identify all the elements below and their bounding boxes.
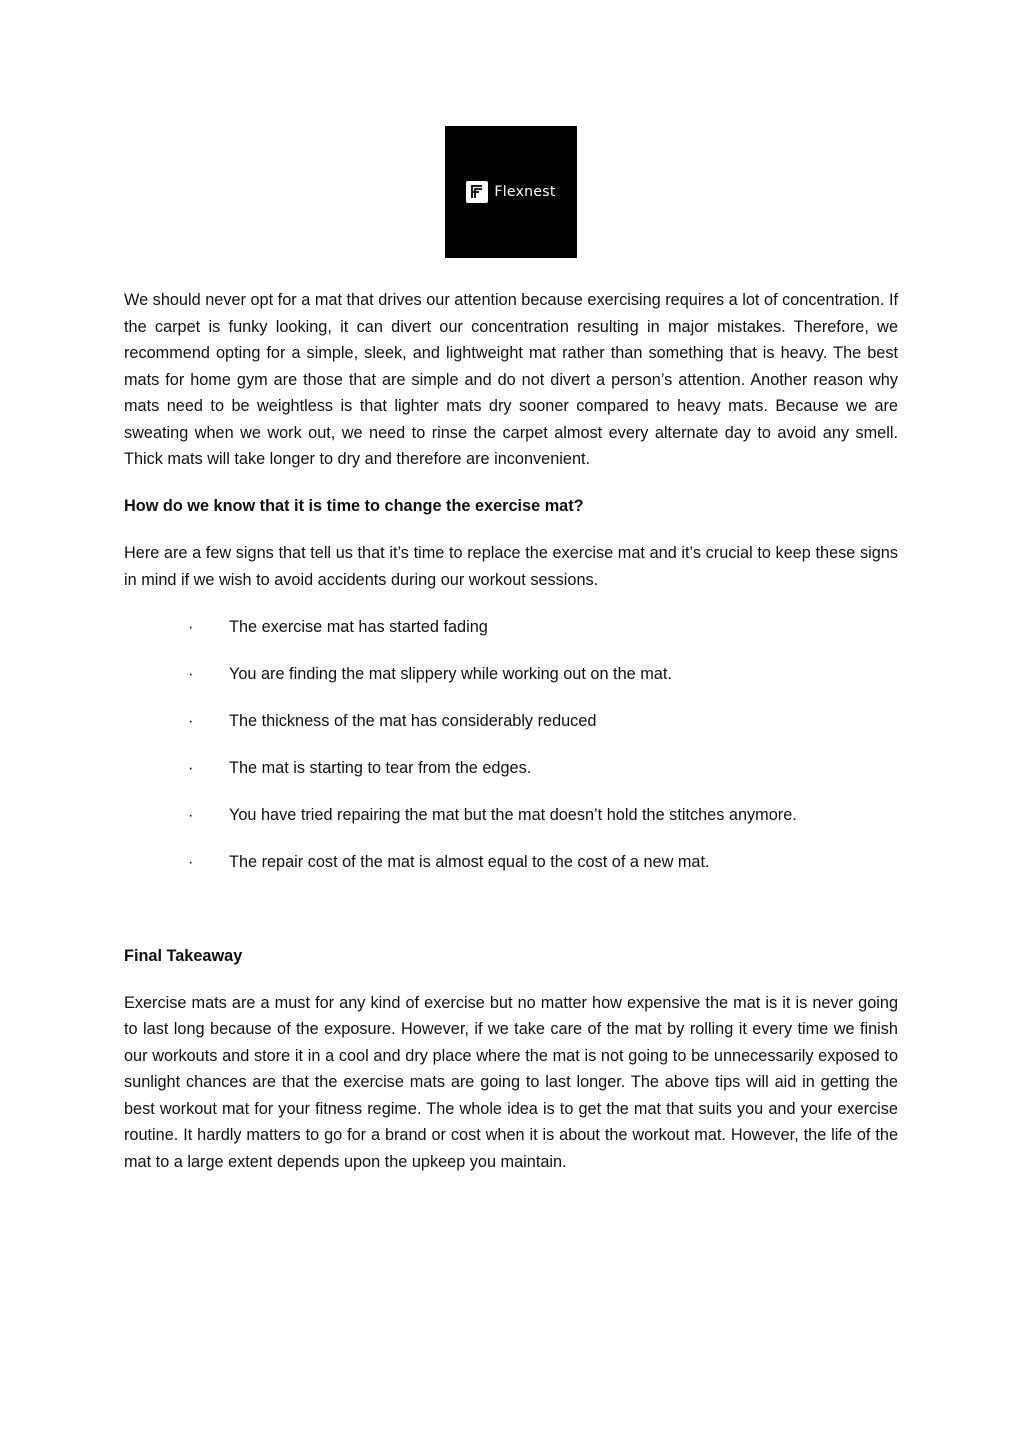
list-item-text: The thickness of the mat has considerably reduced [229, 711, 597, 730]
list-item-text: You have tried repairing the mat but the mat doesn’t hold the stitches anymore. [229, 805, 797, 824]
logo-brand-name: Flexnest [494, 184, 556, 200]
signs-intro-paragraph: Here are a few signs that tell us that it’s time to replace the exercise mat and it’s crucial to keep these signs in mind if we wish to avoid accidents during our workout sessions. [124, 544, 898, 589]
list-item [124, 614, 898, 641]
section-spacer [124, 896, 898, 943]
list-item [124, 802, 898, 829]
bullet-marker: · [188, 758, 194, 777]
signs-list [124, 614, 898, 876]
bullet-marker: · [188, 617, 194, 636]
article-body [124, 287, 898, 1196]
list-item [124, 849, 898, 876]
bullet-marker: · [188, 852, 194, 871]
bullet-marker: · [188, 664, 194, 683]
bullet-marker: · [188, 711, 194, 730]
list-item-text: The exercise mat has started fading [229, 617, 488, 636]
list-item [124, 661, 898, 688]
takeaway-paragraph: Exercise mats are a must for any kind of exercise but no matter how expensive the mat is it is never going to last long because of the exposure. However, if we take care of the mat by rolling it every time we finish our workouts and store it in a cool and dry place where the mat is not going to be unnecessarily exposed to sunlight chances are that the exercise mats are going to last longer. The above tips will aid in getting the best workout mat for your fitness regime. The whole idea is to get the mat that suits you and your exercise routine. It hardly matters to go for a brand or cost when it is about the workout mat. However, the life of the mat to a large extent depends upon the upkeep you maintain. [124, 993, 898, 1171]
list-item [124, 708, 898, 735]
bullet-marker: · [188, 805, 194, 824]
list-item [124, 755, 898, 782]
logo-lockup [466, 181, 555, 203]
list-item-text: The repair cost of the mat is almost equal to the cost of a new mat. [229, 852, 710, 871]
intro-paragraph: We should never opt for a mat that drives our attention because exercising requires a lot of concentration. If the carpet is funky looking, it can divert our concentration resulting in major mistakes. Therefore, we recommend opting for a simple, sleek, and lightweight mat rather than something that is heavy. The best mats for home gym are those that are simple and do not divert a person’s attention. Another reason why mats need to be weightless is that lighter mats dry sooner compared to heavy mats. Because we are sweating when we work out, we need to rinse the carpet almost every alternate day to avoid any smell. Thick mats will take longer to dry and therefore are inconvenient. [124, 291, 898, 468]
change-mat-heading: How do we know that it is time to change the exercise mat? [124, 497, 584, 515]
list-item-text: The mat is starting to tear from the edges. [229, 758, 532, 777]
brand-logo [445, 126, 577, 258]
flexnest-logo-icon [466, 181, 488, 203]
list-item-text: You are finding the mat slippery while working out on the mat. [229, 664, 672, 683]
final-takeaway-heading: Final Takeaway [124, 946, 243, 965]
